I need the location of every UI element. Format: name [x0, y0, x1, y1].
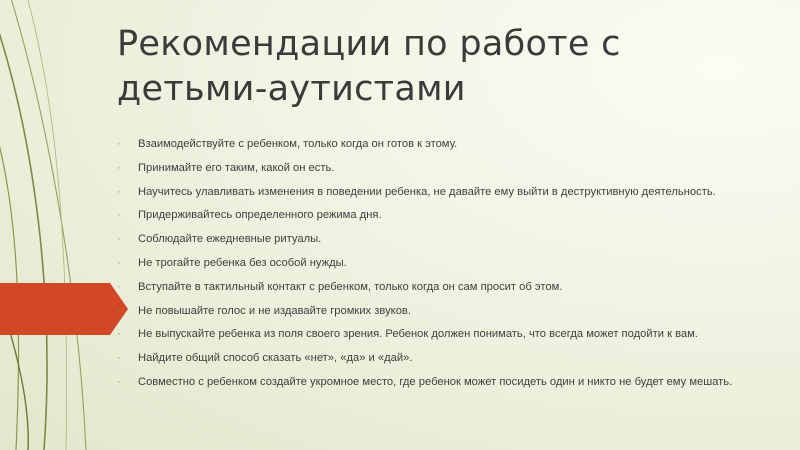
- bullet-item: · Принимайте его таким, какой он есть.: [138, 162, 788, 176]
- title-line: детьми-аутистами: [117, 69, 466, 109]
- slide-title: [117, 22, 767, 112]
- bullet-list: [138, 138, 788, 400]
- stem-curve: [0, 300, 28, 450]
- bullet-item: · Придерживайтесь определенного режима дня.: [138, 209, 788, 223]
- title-line: Рекомендации по работе с: [117, 24, 621, 64]
- bullet-item: · Не повышайте голос и не издавайте громких звуков.: [138, 305, 788, 319]
- bullet-item: · Соблюдайте ежедневные ритуалы.: [138, 233, 788, 247]
- accent-arrow: [0, 283, 128, 335]
- bullet-item: · Вступайте в тактильный контакт с ребенком, только когда он сам просит об этом.: [138, 281, 788, 295]
- stem-curve: [0, 140, 19, 450]
- bullet-item: · Не выпускайте ребенка из поля своего зрения. Ребенок должен понимать, что всегда может подойти к вам.: [138, 328, 788, 342]
- bullet-item: · Найдите общий способ сказать «нет», «да» и «дай».: [138, 352, 788, 366]
- stem-curve: [28, 0, 67, 450]
- bullet-item: · Не трогайте ребенка без особой нужды.: [138, 257, 788, 271]
- stem-curve: [10, 0, 86, 450]
- bullet-item: · Совместно с ребенком создайте укромное место, где ребенок может посидеть один и никто не будет ему мешать.: [138, 376, 788, 390]
- bullet-item: · Научитесь улавливать изменения в поведении ребенка, не давайте ему выйти в деструктивную деятельность.: [138, 186, 788, 200]
- bullet-item: · Взаимодействуйте с ребенком, только когда он готов к этому.: [138, 138, 788, 152]
- stem-curve: [0, 20, 47, 450]
